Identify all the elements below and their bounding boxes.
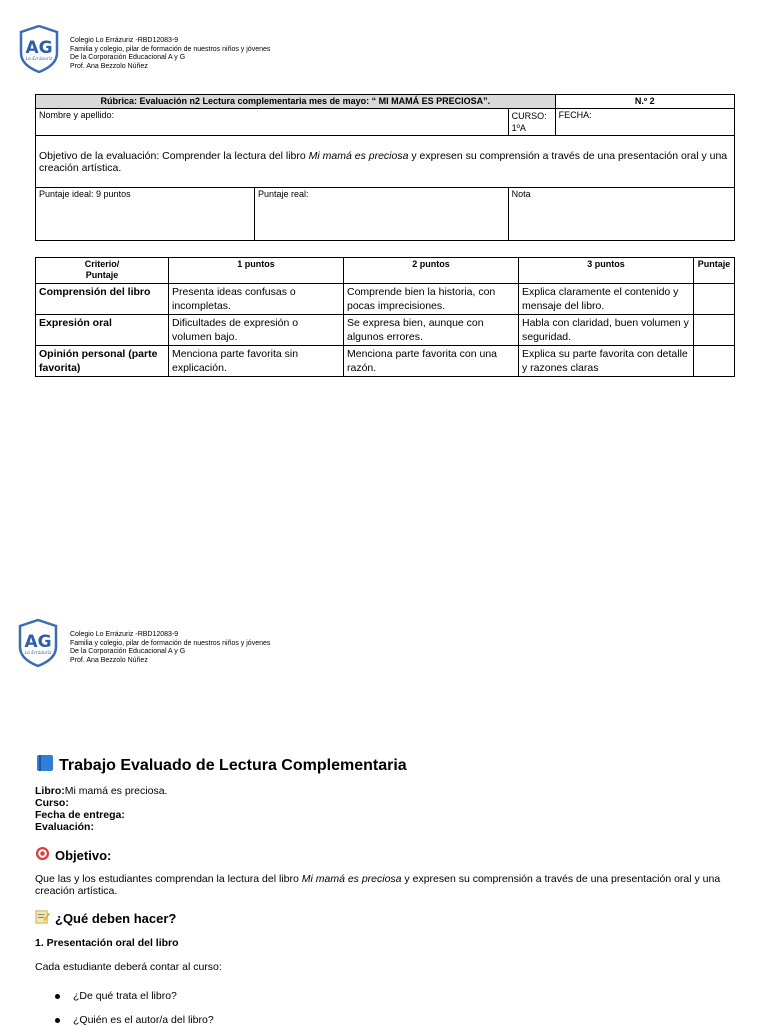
course-label: CURSO: [511,111,547,121]
rubric-title: Rúbrica: Evaluación n2 Lectura complementaria mes de mayo: “ MI MAMÁ ES PRECIOSA”. [36,95,556,109]
blue-book-icon [36,754,54,777]
header-score: Puntaje [694,258,735,284]
header-line: Prof. Ana Bezzolo Núñez [70,656,148,664]
svg-text:AG: AG [25,38,53,58]
evaluation-number: N.º 2 [555,95,734,109]
school-header [70,631,270,665]
school-logo [19,25,59,73]
evaluation-line: Evaluación: [35,821,94,833]
date-field-label: FECHA: [555,109,734,136]
ideal-score-label: Puntaje ideal: 9 puntos [36,188,255,241]
svg-text:Lo Errázuriz: Lo Errázuriz [25,57,53,62]
assignment-objective: Que las y los estudiantes comprendan la lectura del libro Mi mamá es preciosa y expresen su comprensión a través de una presentación oral y una creación artística. [35,873,721,897]
delivery-date-line: Fecha de entrega: [35,809,125,821]
bullet-icon [55,994,60,999]
book-line: Libro:Mi mamá es preciosa. [35,785,168,797]
bullet-icon [55,1018,60,1023]
step1-intro: Cada estudiante deberá contar al curso: [35,961,222,973]
level-3-cell: Habla con claridad, buen volumen y seguridad. [519,315,694,346]
header-line: Familia y colegio, pilar de formación de nuestros niños y jóvenes [70,639,271,647]
score-cell [694,315,735,346]
school-header [70,37,270,71]
target-icon [35,846,50,864]
score-cell [694,346,735,377]
level-2-cell: Comprende bien la historia, con pocas imprecisiones. [344,284,519,315]
header-line: Familia y colegio, pilar de formación de nuestros niños y jóvenes [70,45,271,53]
objective-heading-row [35,846,111,864]
header-line: Prof. Ana Bezzolo Núñez [70,62,148,70]
objective-text: y expresen su comprensión a través de una presentación oral y una creación artística. [39,149,728,174]
level-1-cell: Dificultades de expresión o volumen bajo. [169,315,344,346]
score-cell [694,284,735,315]
memo-icon [35,909,50,927]
name-field-label: Nombre y apellido: [36,109,509,136]
assignment-title-row [36,754,736,777]
criterion-cell: Opinión personal (parte favorita) [36,346,169,377]
assignment-details [35,785,735,833]
table-row [36,346,735,377]
list-item: ¿Quién es el autor/a del libro? [35,1008,214,1032]
header-2-points: 2 puntos [344,258,519,284]
rubric-table [35,257,735,377]
table-row [36,315,735,346]
header-3-points: 3 puntos [519,258,694,284]
step1-title: 1. Presentación oral del libro [35,937,179,949]
book-title: Mi mamá es preciosa [308,149,409,162]
todo-heading: ¿Qué deben hacer? [35,909,176,927]
svg-text:AG: AG [24,632,52,652]
header-line: De la Corporación Educacional A y G [70,54,186,62]
header-line: Colegio Lo Errázuriz -RBD12083-9 [70,631,179,638]
criterion-cell: Comprensión del libro [36,284,169,315]
evaluation-objective [36,136,735,188]
school-logo [18,619,58,667]
course-value: 1ºA [511,123,526,133]
level-2-cell: Se expresa bien, aunque con algunos errores. [344,315,519,346]
course-cell [508,109,555,136]
level-2-cell: Menciona parte favorita con una razón. [344,346,519,377]
level-1-cell: Menciona parte favorita sin explicación. [169,346,344,377]
header-line: Colegio Lo Errázuriz -RBD12083-9 [70,37,179,44]
level-3-cell: Explica claramente el contenido y mensaje del libro. [519,284,694,315]
header-1-point: 1 puntos [169,258,344,284]
assignment-title: Trabajo Evaluado de Lectura Complementaria [36,754,736,777]
table-row [36,284,735,315]
list-item: ¿De qué trata el libro? [35,984,214,1008]
header-line: De la Corporación Educacional A y G [70,648,186,656]
level-3-cell: Explica su parte favorita con detalle y razones claras [519,346,694,377]
step1-list [35,984,214,1032]
objective-text: Objetivo de la evaluación: Comprender la lectura del libro [39,149,309,162]
header-criterion: Criterio/ Puntaje [36,258,169,284]
course-line: Curso: [35,797,69,809]
svg-text:Lo Errázuriz: Lo Errázuriz [24,651,52,656]
criterion-cell: Expresión oral [36,315,169,346]
grade-label: Nota [508,188,734,241]
level-1-cell: Presenta ideas confusas o incompletas. [169,284,344,315]
real-score-label: Puntaje real: [255,188,509,241]
todo-heading-row [35,909,176,927]
objective-heading: Objetivo: [35,846,111,864]
evaluation-info-table [35,94,735,241]
